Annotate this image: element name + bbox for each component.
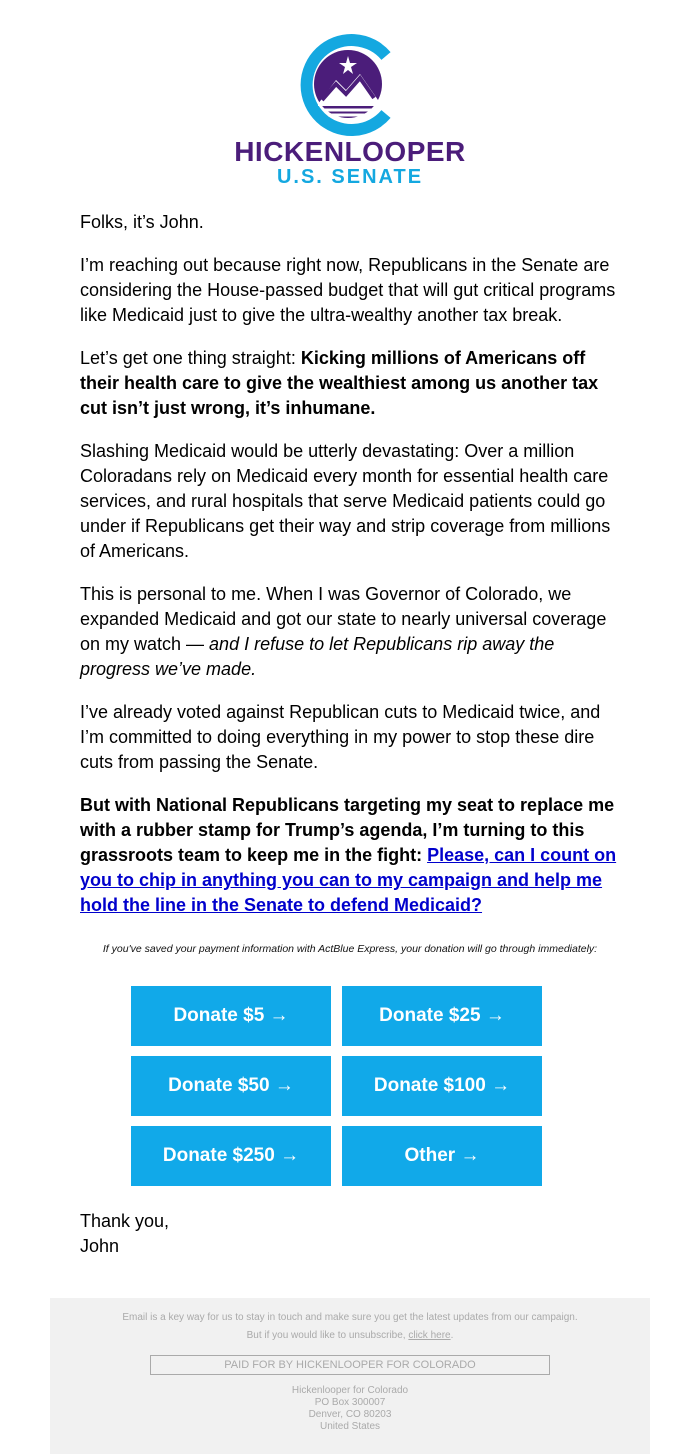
- address-line: United States: [319, 1421, 381, 1432]
- unsubscribe-link[interactable]: click here: [408, 1330, 451, 1341]
- donate-25-button[interactable]: Donate $25 →: [342, 986, 542, 1046]
- paragraph-6: [80, 793, 625, 918]
- paragraph-4-lead: This is personal to me. When I was Governor of Colorado, we expanded Medicaid and got our state to nearly universal coverage on my watch —: [80, 584, 607, 654]
- paragraph-2-bold: Kicking millions of Americans off their health care to give the wealthiest among us another tax cut isn’t just wrong, it’s inhumane.: [80, 348, 599, 418]
- logo-subtitle: U.S. SENATE: [276, 166, 424, 188]
- address-line: Denver, CO 80203: [308, 1409, 392, 1420]
- donate-other-button[interactable]: Other →: [342, 1126, 542, 1186]
- paragraph-5: I’ve already voted against Republican cuts to Medicaid twice, and I’m committed to doing everything in my power to stop these dire cuts from passing the Senate.: [80, 702, 601, 772]
- logo-name: HICKENLOOPER: [234, 136, 466, 167]
- signoff-thanks: Thank you,: [80, 1211, 170, 1231]
- actblue-express-note: If you've saved your payment information with ActBlue Express, your donation will go through immediately:: [102, 943, 598, 955]
- footer-line-2: [50, 1330, 650, 1341]
- email-body: [80, 210, 625, 936]
- address-line: Hickenlooper for Colorado: [291, 1385, 409, 1396]
- donate-100-button[interactable]: Donate $100 →: [342, 1056, 542, 1116]
- paragraph-6-bold: But with National Republicans targeting my seat to replace me with a rubber stamp for Trump’s agenda, I’m turning to this grassroots team to keep me in the fight:: [80, 795, 615, 865]
- paragraph-1: I’m reaching out because right now, Republicans in the Senate are considering the House-passed budget that will gut critical programs like Medicaid just to give the ultra-wealthy another tax break.: [80, 255, 616, 325]
- mailing-address: [50, 1385, 650, 1433]
- footer-line-1: Email is a key way for us to stay in touch and make sure you get the latest updates from our campaign.: [122, 1312, 578, 1323]
- paragraph-4: [80, 582, 625, 682]
- donate-250-button[interactable]: Donate $250 →: [131, 1126, 331, 1186]
- paid-for-disclaimer: PAID FOR BY HICKENLOOPER FOR COLORADO: [150, 1355, 550, 1375]
- footer-line-2-end: .: [450, 1330, 454, 1341]
- email-footer: [50, 1298, 650, 1454]
- paragraph-2-lead: Let’s get one thing straight:: [80, 348, 301, 368]
- donate-ask-link[interactable]: Please, can I count on you to chip in anything you can to my campaign and help me hold the line in the Senate to defend Medicaid?: [80, 845, 617, 915]
- donate-5-button[interactable]: Donate $5 →: [131, 986, 331, 1046]
- paragraph-2: [80, 346, 625, 421]
- address-line: PO Box 300007: [314, 1397, 386, 1408]
- footer-line-2-lead: But if you would like to unsubscribe,: [246, 1330, 409, 1341]
- campaign-logo: [0, 28, 700, 188]
- mountain-logo-icon: [294, 28, 406, 140]
- greeting: Folks, it’s John.: [80, 212, 204, 232]
- signoff-name: John: [80, 1236, 120, 1256]
- donate-50-button[interactable]: Donate $50 →: [131, 1056, 331, 1116]
- paragraph-4-italic: and I refuse to let Republicans rip away the progress we’ve made.: [80, 634, 555, 679]
- paragraph-3: Slashing Medicaid would be utterly devastating: Over a million Coloradans rely on Medicaid every month for essential health care services, and rural hospitals that serve Medicaid patients could go under if Republicans get their way and strip coverage from millions of Americans.: [80, 441, 611, 561]
- signoff: [80, 1209, 169, 1259]
